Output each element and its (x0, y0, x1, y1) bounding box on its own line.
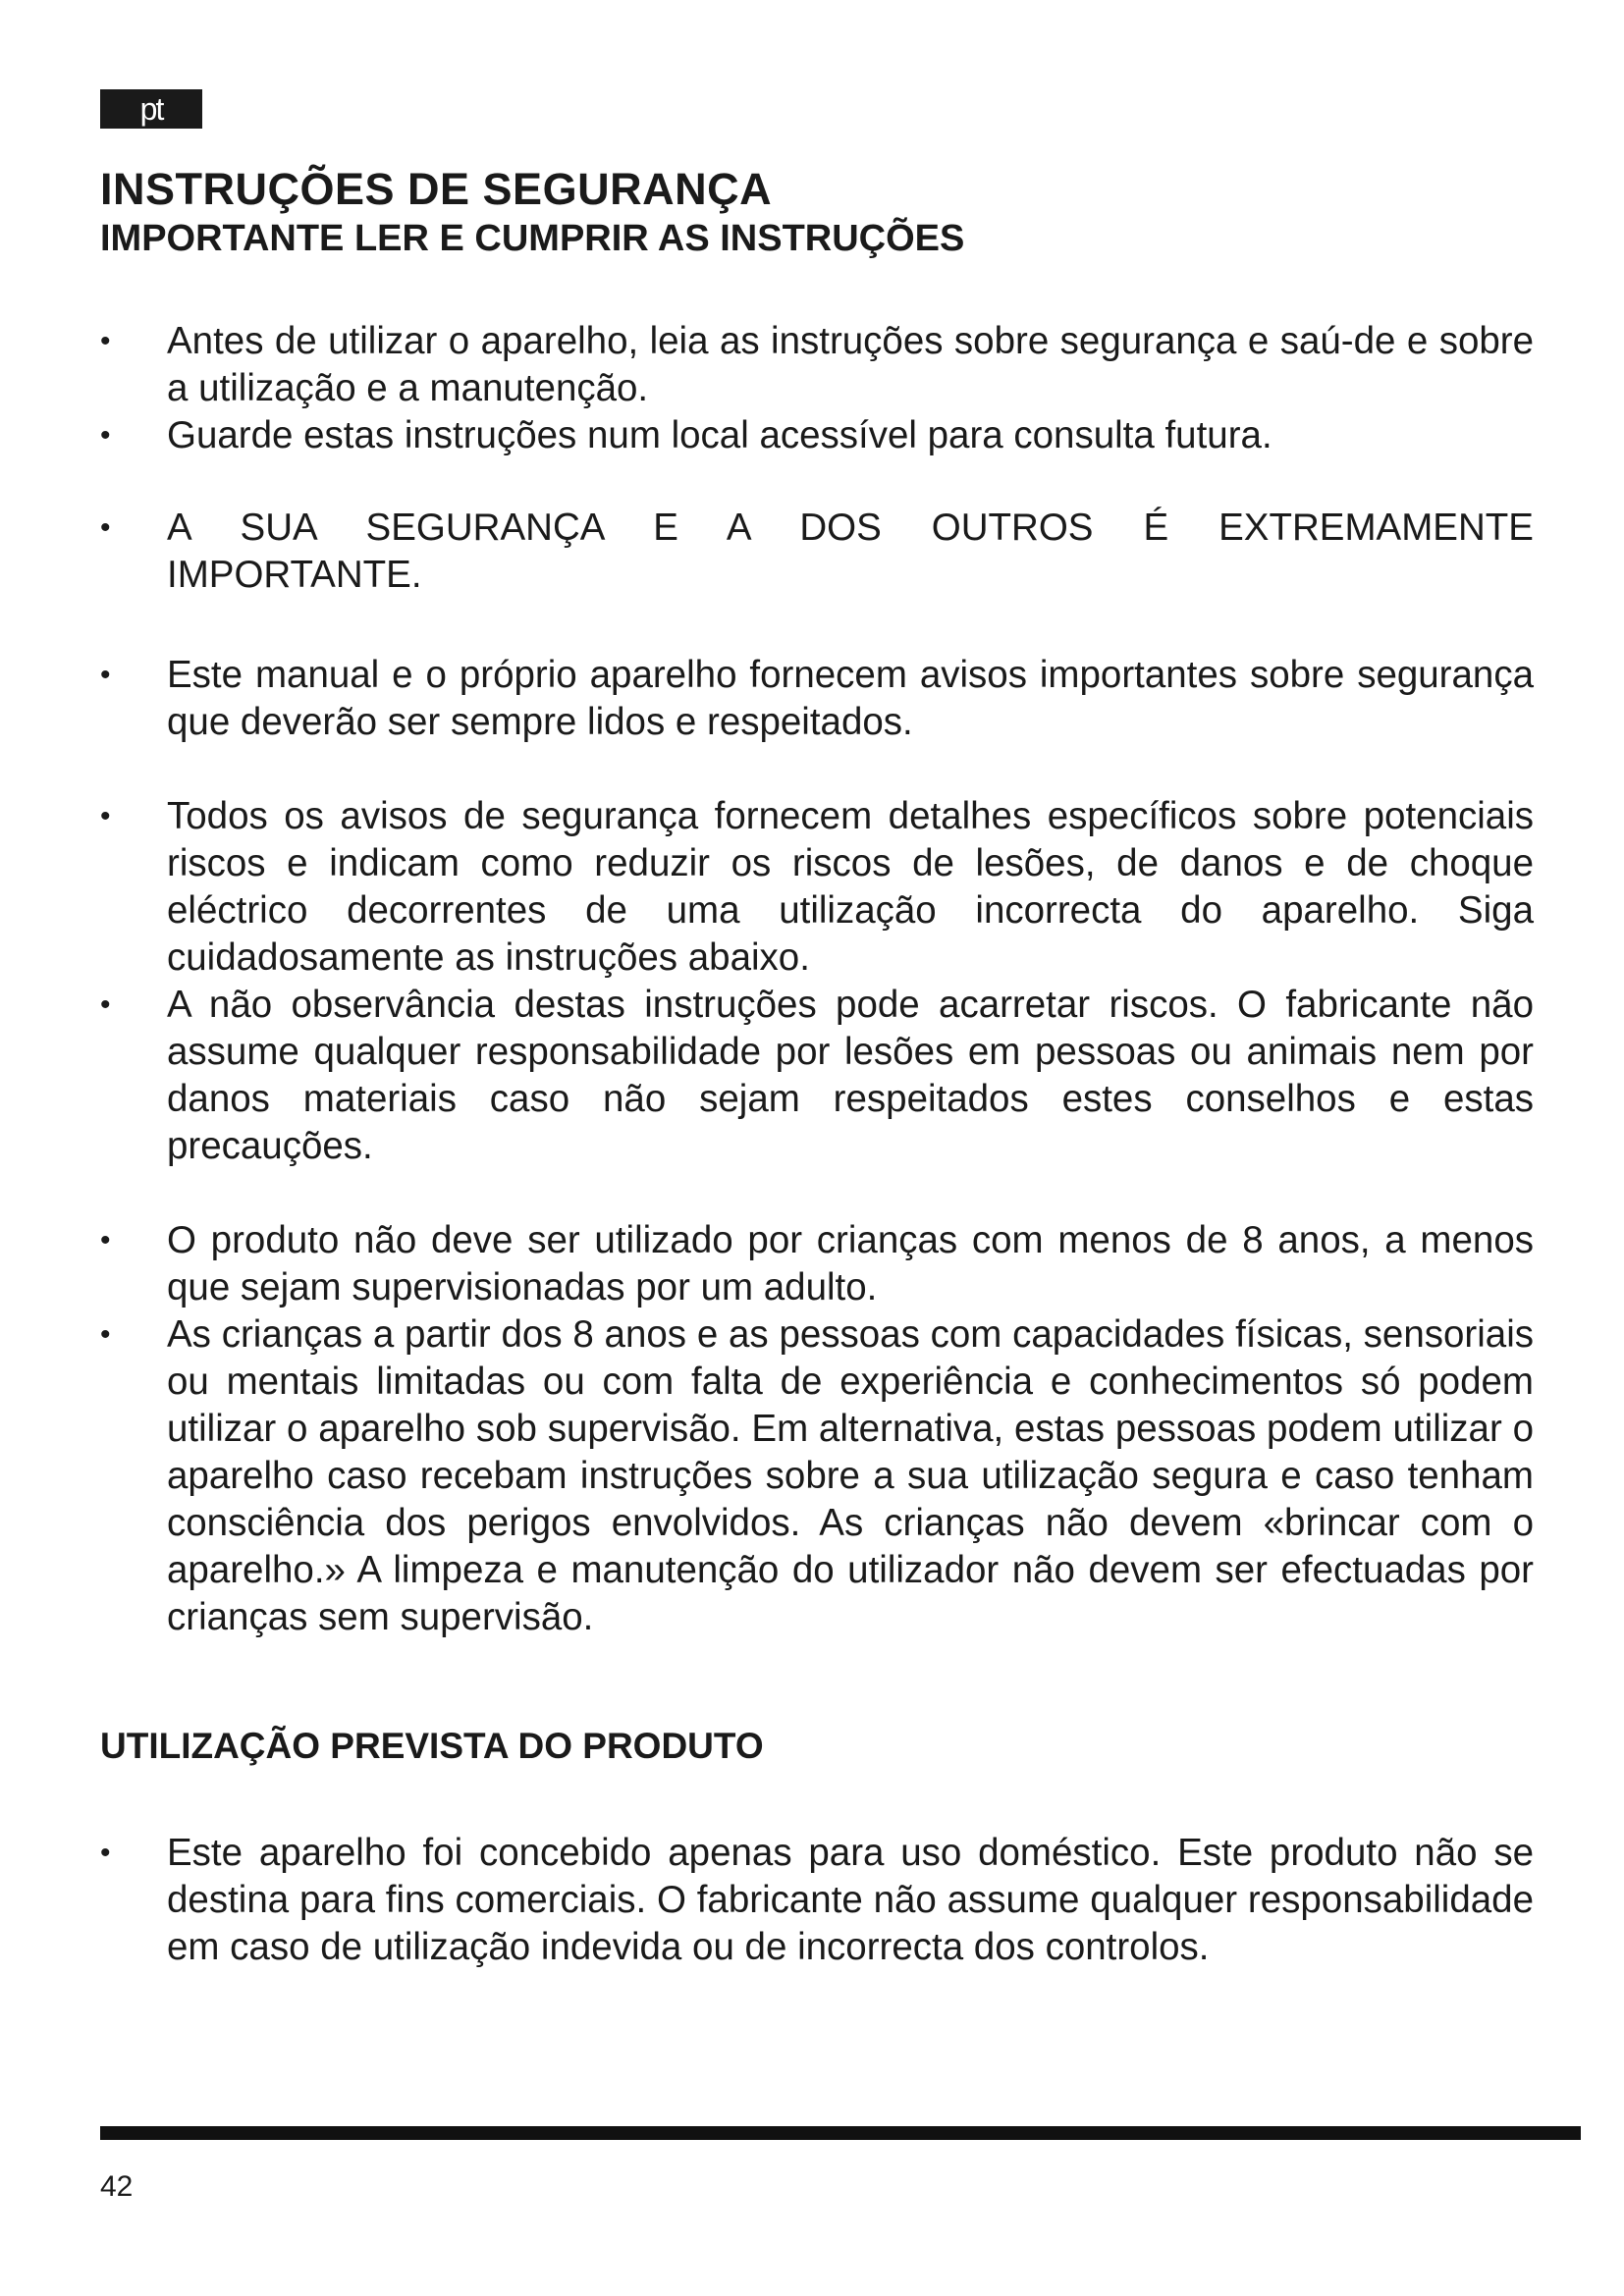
list-item-text: As crianças a partir dos 8 anos e as pessoas com capacidades físicas, sensoriais ou mentais limitadas ou com falta de experiência e conhecimentos só podem utilizar o aparelho sob supervisão. Em alternativa, estas pessoas podem utilizar o aparelho caso recebam instruções sobre a sua utilização segura e caso tenham consciência dos perigos envolvidos. As crianças não devem «brincar com o aparelho.» A limpeza e manutenção do utilizador não devem ser efectuadas por crianças sem supervisão. (167, 1313, 1534, 1638)
list-item (100, 1830, 1534, 1971)
list-item (100, 793, 1534, 982)
page-title: INSTRUÇÕES DE SEGURANÇA (100, 164, 773, 214)
list-item-text: Antes de utilizar o aparelho, leia as instruções sobre segurança e saú-de e sobre a utilização e a manutenção. (167, 320, 1534, 409)
language-badge: pt (100, 89, 202, 129)
page-header (100, 165, 1553, 261)
list-item (100, 412, 1534, 459)
bullet-icon: • (100, 1224, 111, 1256)
bullet-icon: • (100, 1837, 111, 1869)
list-item-text: Este aparelho foi concebido apenas para uso doméstico. Este produto não se destina para fins comerciais. O fabricante não assume qualquer responsabilidade em caso de utilização indevida ou de incorrecta dos controlos. (167, 1832, 1534, 1968)
bullet-icon: • (100, 659, 111, 691)
list-item-text: Todos os avisos de segurança fornecem detalhes específicos sobre potenciais riscos e indicam como reduzir os riscos de lesões, de danos e de choque eléctrico decorrentes de uma utilização incorrecta do aparelho. Siga cuidadosamente as instruções abaixo. (167, 795, 1534, 979)
bullet-icon: • (100, 325, 111, 357)
list-item (100, 652, 1534, 746)
list-item (100, 1217, 1534, 1311)
section-title: UTILIZAÇÃO PREVISTA DO PRODUTO (100, 1726, 764, 1766)
bullet-icon: • (100, 800, 111, 832)
list-item-text: Guarde estas instruções num local acessível para consulta futura. (167, 414, 1272, 456)
bullet-icon: • (100, 419, 111, 452)
page-subtitle: IMPORTANTE LER E CUMPRIR AS INSTRUÇÕES (100, 218, 965, 259)
bullet-icon: • (100, 988, 111, 1021)
bullet-icon: • (100, 1318, 111, 1351)
list-item-text: A SUA SEGURANÇA E A DOS OUTROS É EXTREMAMENTE IMPORTANTE. (167, 507, 1534, 596)
list-item (100, 982, 1534, 1170)
list-item-text: Este manual e o próprio aparelho fornecem avisos importantes sobre segurança que deverão ser sempre lidos e respeitados. (167, 654, 1534, 743)
footer-divider (100, 2126, 1581, 2140)
list-item (100, 505, 1534, 599)
list-item (100, 318, 1534, 412)
list-item-text: O produto não deve ser utilizado por crianças com menos de 8 anos, a menos que sejam supervisionadas por um adulto. (167, 1219, 1534, 1308)
list-item (100, 1311, 1534, 1641)
list-item-text: A não observância destas instruções pode acarretar riscos. O fabricante não assume qualquer responsabilidade por lesões em pessoas ou animais nem por danos materiais caso não sejam respeitados estes conselhos e estas precauções. (167, 984, 1534, 1167)
page-number: 42 (100, 2170, 134, 2203)
bullet-icon: • (100, 511, 111, 544)
